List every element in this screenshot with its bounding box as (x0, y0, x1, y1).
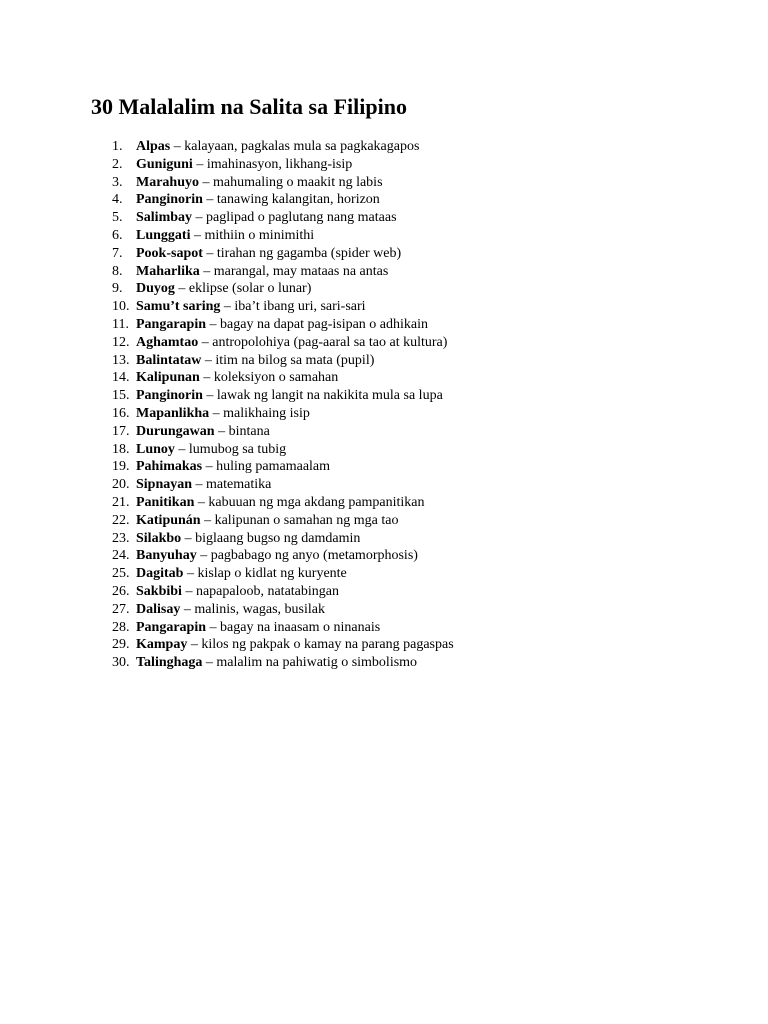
list-item-definition: – iba’t ibang uri, sari-sari (220, 299, 366, 315)
list-item-definition: – matematika (192, 477, 272, 493)
list-item-number: 13. (112, 352, 130, 368)
list-item-term: Duyog (136, 281, 175, 297)
list-item (91, 334, 454, 352)
list-item (91, 245, 454, 263)
list-item (91, 458, 454, 476)
list-item-term: Dagitab (136, 566, 184, 582)
list-item-term: Dalisay (136, 601, 181, 617)
list-item (91, 387, 454, 405)
list-item-term: Talinghaga (136, 655, 203, 671)
list-item-number: 21. (112, 494, 130, 510)
list-item-definition: – mithiin o minimithi (190, 227, 315, 243)
list-item (91, 156, 454, 174)
list-item-definition: – lumubog sa tubig (174, 441, 287, 457)
list-item (91, 441, 454, 459)
list-item (91, 583, 454, 601)
list-item-term: Durungawan (136, 423, 215, 439)
list-item-definition: – marangal, may mataas na antas (199, 263, 389, 279)
list-item (91, 601, 454, 619)
list-item-definition: – mahumaling o maakit ng labis (199, 174, 383, 190)
list-item-definition: – bintana (214, 423, 270, 439)
list-item-term: Lunoy (136, 441, 175, 457)
list-item-definition: – eklipse (solar o lunar) (174, 281, 312, 297)
list-item-number: 29. (112, 637, 130, 653)
list-item-number: 20. (112, 477, 130, 493)
list-item-definition: – napapaloob, natatabingan (181, 583, 339, 599)
list-item-number: 1. (112, 139, 123, 154)
list-item-number: 17. (112, 423, 130, 439)
list-item-number: 12. (112, 334, 130, 350)
list-item (91, 352, 454, 370)
list-item (91, 369, 454, 387)
list-item-number: 5. (112, 210, 123, 226)
list-item-definition: – malinis, wagas, busilak (180, 601, 325, 617)
list-item-number: 19. (112, 459, 130, 475)
list-item-term: Pangarapin (136, 316, 207, 332)
list-item-term: Kampay (136, 637, 188, 653)
list-item-definition: – kalayaan, pagkalas mula sa pagkakagapos (170, 139, 420, 154)
list-item (91, 654, 454, 672)
list-item-term: Lunggati (136, 227, 191, 243)
list-item-number: 6. (112, 227, 123, 243)
list-item-definition: – antropolohiya (pag-aaral sa tao at kultura) (198, 334, 448, 350)
list-item-number: 15. (112, 388, 130, 404)
list-item-number: 30. (112, 655, 130, 671)
list-item-number: 4. (112, 192, 123, 208)
list-item (91, 494, 454, 512)
list-item-definition: – itim na bilog sa mata (pupil) (201, 352, 375, 368)
word-list (91, 138, 454, 672)
list-item-definition: – kalipunan o samahan ng mga tao (200, 512, 399, 528)
list-item-term: Silakbo (136, 530, 182, 546)
list-item-definition: – tanawing kalangitan, horizon (202, 192, 380, 208)
list-item-number: 8. (112, 263, 123, 279)
list-item (91, 174, 454, 192)
list-item-number: 26. (112, 583, 130, 599)
list-item-number: 24. (112, 548, 130, 564)
list-item-term: Balintataw (136, 352, 202, 368)
list-item-number: 18. (112, 441, 130, 457)
list-item-number: 27. (112, 601, 130, 617)
list-item-term: Pahimakas (136, 459, 203, 475)
list-item-term: Panitikan (136, 494, 195, 510)
list-item-definition: – koleksiyon o samahan (199, 370, 339, 386)
list-item-term: Kalipunan (136, 370, 200, 386)
list-item-term: Panginorin (136, 388, 203, 404)
list-item (91, 280, 454, 298)
list-item-definition: – biglaang bugso ng damdamin (181, 530, 361, 546)
list-item (91, 298, 454, 316)
list-item-term: Pook-sapot (136, 245, 203, 261)
list-item-number: 28. (112, 619, 130, 635)
list-item-term: Banyuhay (136, 548, 197, 564)
list-item (91, 263, 454, 281)
list-item-definition: – malalim na pahiwatig o simbolismo (202, 655, 418, 671)
list-item-number: 23. (112, 530, 130, 546)
list-item (91, 138, 454, 156)
list-item-term: Sipnayan (136, 477, 193, 493)
list-item-definition: – lawak ng langit na nakikita mula sa lupa (202, 388, 443, 404)
list-item-definition: – imahinasyon, likhang-isip (192, 156, 353, 172)
list-item (91, 191, 454, 209)
list-item-number: 16. (112, 405, 130, 421)
list-item (91, 619, 454, 637)
list-item-number: 10. (112, 299, 130, 315)
list-item-definition: – huling pamamaalam (202, 459, 331, 475)
list-item-term: Mapanlikha (136, 405, 210, 421)
list-item (91, 530, 454, 548)
list-item-definition: – malikhaing isip (209, 405, 310, 421)
list-item-term: Marahuyo (136, 174, 199, 190)
list-item-term: Aghamtao (136, 334, 199, 350)
list-item-term: Sakbibi (136, 583, 182, 599)
list-item-number: 7. (112, 245, 123, 261)
list-item (91, 405, 454, 423)
document-title: 30 Malalalim na Salita sa Filipino (91, 94, 407, 119)
list-item-definition: – bagay na dapat pag-isipan o adhikain (206, 316, 428, 332)
list-item-number: 22. (112, 512, 130, 528)
list-item-number: 2. (112, 156, 123, 172)
list-item (91, 565, 454, 583)
list-item-term: Guniguni (136, 156, 193, 172)
list-item-number: 3. (112, 174, 123, 190)
list-item (91, 636, 454, 654)
list-item-definition: – kilos ng pakpak o kamay na parang pagaspas (187, 637, 454, 653)
list-item (91, 423, 454, 441)
list-item-number: 9. (112, 281, 123, 297)
list-item-term: Samu’t saring (136, 299, 221, 315)
list-item-number: 11. (112, 316, 129, 332)
list-item-term: Salimbay (136, 210, 193, 226)
list-item-term: Maharlika (136, 263, 200, 279)
list-item (91, 227, 454, 245)
list-item-definition: – bagay na inaasam o ninanais (206, 619, 381, 635)
list-item-term: Alpas (136, 139, 171, 154)
list-item (91, 316, 454, 334)
list-item-term: Pangarapin (136, 619, 207, 635)
list-item-definition: – kislap o kidlat ng kuryente (183, 566, 347, 582)
list-item (91, 209, 454, 227)
list-item-definition: – paglipad o paglutang nang mataas (192, 210, 397, 226)
list-item (91, 512, 454, 530)
list-item-definition: – tirahan ng gagamba (spider web) (202, 245, 402, 261)
list-item (91, 547, 454, 565)
list-item-definition: – pagbabago ng anyo (metamorphosis) (196, 548, 418, 564)
list-item-number: 25. (112, 566, 130, 582)
list-item-term: Panginorin (136, 192, 203, 208)
list-item-term: Katipunán (136, 512, 201, 528)
list-item-definition: – kabuuan ng mga akdang pampanitikan (194, 494, 425, 510)
list-item (91, 476, 454, 494)
list-item-number: 14. (112, 370, 130, 386)
